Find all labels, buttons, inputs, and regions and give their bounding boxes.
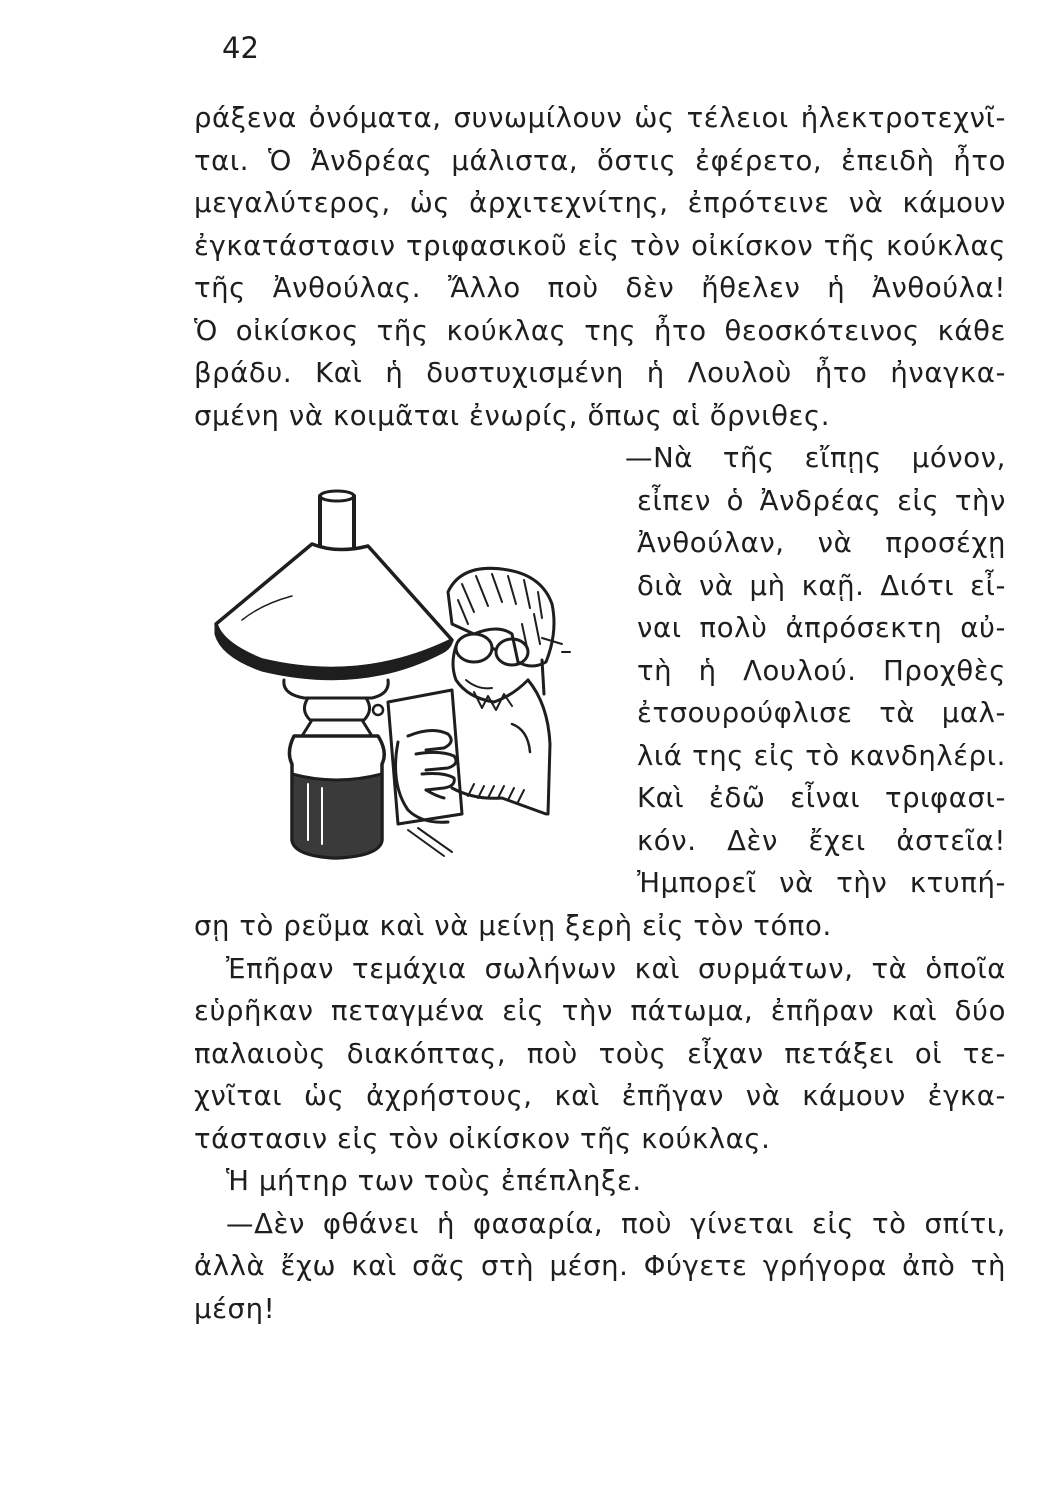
text-line: ται. Ὁ Ἀνδρέας μάλιστα, ὅστις ἐφέρετο, ἐπειδὴ ἦτο [194, 144, 1006, 177]
text-line: ἐγκατάστασιν τριφασικοῦ εἰς τὸν οἰκίσκον τῆς κούκλας [194, 229, 1006, 262]
text-line: εἶπεν ὁ Ἀνδρέας εἰς τὴν [637, 484, 1006, 517]
lamp-base [289, 736, 384, 858]
text-line: ράξενα ὀνόματα, συνωμίλουν ὡς τέλειοι ἠλεκτροτεχνῖ- [194, 102, 1006, 134]
text-line: σῃ τὸ ρεῦμα καὶ νὰ μείνῃ ξερὴ εἰς τὸν τόπο. [194, 910, 832, 942]
text-line: βράδυ. Καὶ ἡ δυστυχισμένη ἡ Λουλοὺ ἦτο ἠναγκα- [194, 357, 1006, 389]
text-line: ναι πολὺ ἀπρόσεκτη αὐ- [637, 612, 1006, 644]
paper-sheet [388, 690, 462, 824]
text-line: χνῖται ὡς ἀχρήστους, καὶ ἐπῆγαν νὰ κάμουν ἐγκα- [194, 1080, 1006, 1112]
paragraph-top [194, 97, 1006, 437]
text-line: ἀλλὰ ἔχω καὶ σᾶς στὴ μέση. Φύγετε γρήγορα ἀπὸ τὴ [194, 1250, 1006, 1282]
text-line: ἐτσουρούφλισε τὰ μαλ- [637, 697, 1006, 729]
text-line: κόν. Δὲν ἔχει ἀστεῖα! [637, 824, 1006, 857]
text-line: μέση! [194, 1292, 276, 1325]
text-line: σμένη νὰ κοιμᾶται ἐνωρίς, ὅπως αἱ ὄρνιθες. [194, 399, 831, 432]
text-line: Ἠμπορεῖ νὰ τὴν κτυπή- [637, 867, 1006, 899]
text-line: Καὶ ἐδῶ εἶναι τριφασι- [637, 782, 1006, 814]
text-line: παλαιοὺς διακόπτας, ποὺ τοὺς εἶχαν πετάξει οἱ τε- [194, 1037, 1006, 1070]
lamp-shade [216, 544, 452, 679]
text-line: τάστασιν εἰς τὸν οἰκίσκον τῆς κούκλας. [194, 1122, 771, 1155]
person-hair [448, 568, 554, 666]
text-line: τῆς Ἀνθούλας. Ἄλλο ποὺ δὲν ἤθελεν ἡ Ἀνθούλα! [194, 272, 1006, 304]
text-line: Ἐπῆραν τεμάχια σωλήνων καὶ συρμάτων, τὰ ὁποῖα [226, 952, 1006, 985]
text-line: διὰ νὰ μὴ καῇ. Διότι εἶ- [637, 569, 1006, 602]
paragraph-dialogue-side [625, 437, 1006, 905]
text-line: τὴ ἡ Λουλού. Προχθὲς [637, 654, 1006, 687]
text-line: μεγαλύτερος, ὡς ἀρχιτεχνίτης, ἐπρότεινε νὰ κάμουν [194, 187, 1006, 219]
lamp-burner [284, 680, 388, 736]
text-line: λιά της εἰς τὸ κανδηλέρι. [637, 739, 1006, 772]
person-body [512, 660, 550, 814]
text-line: —Νὰ τῆς εἴπῃς μόνον, [625, 442, 1006, 474]
text-line: —Δὲν φθάνει ἡ φασαρία, ποὺ γίνεται εἰς τὸ σπίτι, [226, 1207, 1006, 1240]
text-line: Ἀνθούλαν, νὰ προσέχῃ [637, 527, 1006, 559]
text-line: εὑρῆκαν πεταγμένα εἰς τὴν πάτωμα, ἐπῆραν καὶ δύο [194, 995, 1006, 1027]
text-line: Ἡ μήτηρ των τοὺς ἐπέπληξε. [226, 1165, 642, 1197]
page-number: 42 [222, 31, 259, 65]
text-line: Ὁ οἰκίσκος τῆς κούκλας της ἦτο θεοσκότεινος κάθε [194, 314, 1006, 347]
paragraph-bottom [194, 905, 1006, 1330]
lamp-and-reader-illustration [212, 484, 602, 878]
